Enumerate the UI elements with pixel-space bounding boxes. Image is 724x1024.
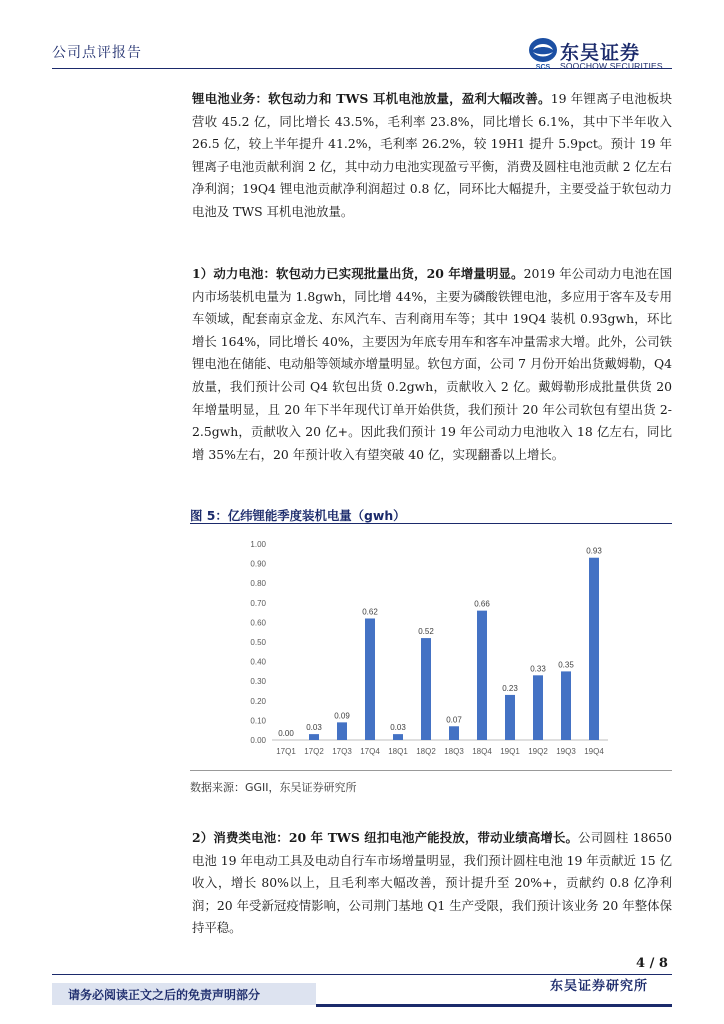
x-tick-label-17Q1: 17Q1 xyxy=(276,747,296,756)
y-tick-label: 0.50 xyxy=(250,638,266,647)
data-label-18Q3: 0.07 xyxy=(446,715,462,725)
data-label-17Q3: 0.09 xyxy=(334,711,350,721)
data-label-18Q1: 0.03 xyxy=(390,723,406,733)
y-tick-label: 0.60 xyxy=(250,618,266,628)
data-label-19Q2: 0.33 xyxy=(530,664,546,674)
logo-name: 东吴证券 xyxy=(560,42,641,64)
data-source: 数据来源：GGII，东吴证券研究所 xyxy=(190,781,357,794)
bar-19Q4 xyxy=(589,558,599,740)
x-tick-label-19Q1: 19Q1 xyxy=(500,747,520,756)
y-tick-label: 0.30 xyxy=(250,677,266,687)
bar-18Q2 xyxy=(421,638,431,740)
x-tick-label-18Q2: 18Q2 xyxy=(416,747,436,756)
logo-mark-text: SCS xyxy=(535,64,551,71)
bar-19Q2 xyxy=(533,675,543,740)
paragraph-consumer-battery xyxy=(192,827,672,940)
y-tick-label: 0.20 xyxy=(250,696,266,706)
bar-18Q3 xyxy=(449,726,459,740)
y-tick-label: 0.00 xyxy=(250,736,266,745)
data-label-19Q4: 0.93 xyxy=(586,546,602,556)
disclaimer-text: 请务必阅读正文之后的免责声明部分 xyxy=(68,988,261,1002)
x-tick-label-19Q2: 19Q2 xyxy=(528,747,548,756)
y-tick-label: 0.90 xyxy=(250,559,266,569)
figure-bottom-rule xyxy=(190,770,672,771)
x-tick-label-18Q4: 18Q4 xyxy=(472,747,492,756)
paragraph-body: 2019 年公司动力电池在国内市场装机电量为 1.8gwh，同比增 44%，主要为磷酸铁锂电池，多应用于客车及专用车领域，配套南京金龙、东风汽车、吉利商用车等；其中 19Q4 装机 0.93gwh，环比增长 164%，同比增长 40%，主要因为年底专用车和客车冲量需求大增。此外，公司铁锂电池在储能、电动船等领域亦增量明显。软包方面，公司 7 月份开始出货戴姆勒，Q4 放量，我们预计公司 Q4 软包出货 0.2gwh，贡献收入 2 亿。戴姆勒形成批量供货 20 年增量明显，且 20 年下半年现代订单开始供货，我们预计 20 年公司软包有望出货 2-2.5gwh，贡献收入 20 亿+。因此我们预计 19 年公司动力电池收入 18 亿左右，同比增 35%左右，20 年预计收入有望突破 40 亿，实现翻番以上增长。 xyxy=(192,266,672,462)
paragraph-lead: 锂电池业务：软包动力和 TWS 耳机电池放量，盈利大幅改善。 xyxy=(192,91,551,106)
page-number: 4 / 8 xyxy=(636,956,668,971)
paragraph-lead: 2）消费类电池：20 年 TWS 纽扣电池产能投放，带动业绩高增长。 xyxy=(192,830,579,845)
data-label-17Q4: 0.62 xyxy=(362,607,378,617)
figure-top-rule xyxy=(190,523,672,524)
footer-bar xyxy=(316,1004,672,1007)
bar-chart xyxy=(236,530,616,762)
bar-17Q2 xyxy=(309,734,319,740)
x-tick-label-19Q3: 19Q3 xyxy=(556,747,576,756)
data-label-19Q3: 0.35 xyxy=(558,660,574,670)
x-tick-label-17Q3: 17Q3 xyxy=(332,747,352,756)
y-tick-label: 0.40 xyxy=(250,657,266,667)
y-tick-label: 0.10 xyxy=(250,716,266,726)
data-label-18Q4: 0.66 xyxy=(474,599,490,609)
x-tick-label-18Q3: 18Q3 xyxy=(444,747,464,756)
bar-18Q4 xyxy=(477,611,487,740)
data-label-18Q2: 0.52 xyxy=(418,627,434,637)
y-tick-label: 0.70 xyxy=(250,598,266,608)
y-tick-label: 1.00 xyxy=(250,540,266,549)
x-tick-label-19Q4: 19Q4 xyxy=(584,747,604,756)
figure-title: 图 5：亿纬锂能季度装机电量（gwh） xyxy=(190,508,406,523)
bar-18Q1 xyxy=(393,734,403,740)
data-label-17Q1: 0.00 xyxy=(278,729,294,738)
x-tick-label-17Q2: 17Q2 xyxy=(304,747,324,756)
data-label-17Q2: 0.03 xyxy=(306,723,322,733)
paragraph-lead: 1）动力电池：软包动力已实现批量出货，20 年增量明显。 xyxy=(192,266,524,281)
logo-english-name: SOOCHOW SECURITIES xyxy=(560,61,663,71)
x-tick-label-18Q1: 18Q1 xyxy=(388,747,408,756)
x-tick-label-17Q4: 17Q4 xyxy=(360,747,380,756)
paragraph-power-battery xyxy=(192,263,672,466)
paragraph-body: 19 年锂离子电池板块营收 45.2 亿，同比增长 43.5%，毛利率 23.8%，同比增长 6.1%，其中下半年收入 26.5 亿，较上半年提升 41.2%，毛利率 26.2%，较 19H1 提升 5.9pct。预计 19 年锂离子电池贡献利润 2 亿，其中动力电池实现盈亏平衡，消费及圆柱电池贡献 2 亿左右净利润；19Q4 锂电池贡献净利润超过 0.8 亿，同环比大幅提升，主要受益于软包动力电池及 TWS 耳机电池放量。 xyxy=(192,91,672,219)
bar-17Q4 xyxy=(365,618,375,740)
report-type-label: 公司点评报告 xyxy=(52,45,142,61)
bar-17Q3 xyxy=(337,722,347,740)
bar-19Q3 xyxy=(561,671,571,740)
paragraph-body: 公司圆柱 18650 电池 19 年电动工具及电动自行车市场增量明显，我们预计圆柱电池 19 年贡献近 15 亿收入，增长 80%以上，且毛利率大幅改善，预计提升至 20%+，贡献约 0.8 亿净利润；20 年受新冠疫情影响，公司荆门基地 Q1 生产受限，我们预计该业务 20 年整体保持平稳。 xyxy=(192,830,673,936)
paragraph-lithium-business xyxy=(192,88,672,224)
y-tick-label: 0.80 xyxy=(250,579,266,589)
bar-19Q1 xyxy=(505,695,515,740)
soochow-logo-icon xyxy=(526,36,560,72)
footer-org-name: 东吴证券研究所 xyxy=(550,979,649,994)
data-label-19Q1: 0.23 xyxy=(502,683,518,693)
